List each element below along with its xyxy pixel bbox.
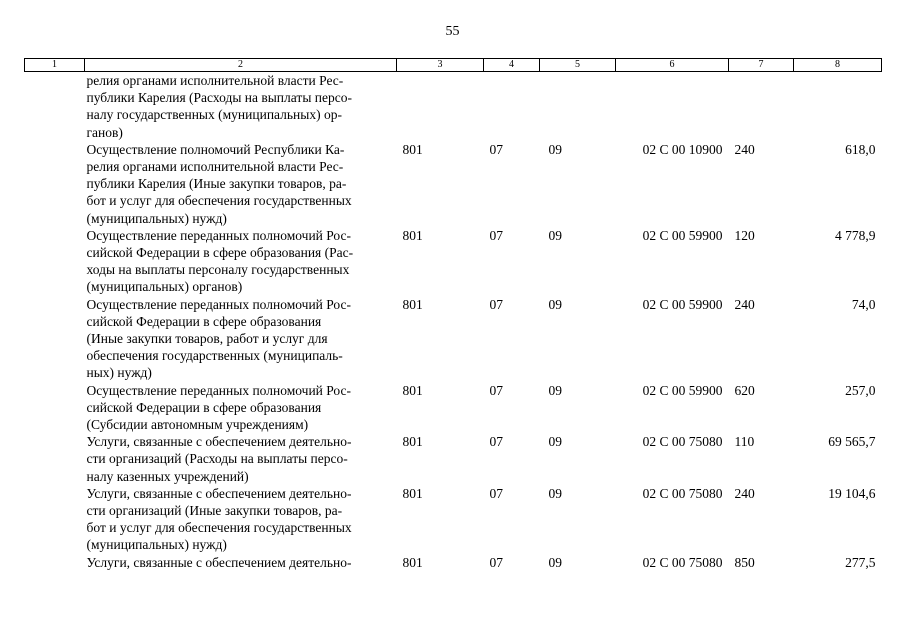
expense-name-line: (муниципальных) нужд): [86, 537, 227, 553]
subsection-code-cell: 09: [548, 227, 562, 243]
table-row: [25, 485, 882, 554]
row-number-cell: [25, 485, 85, 554]
column-header: 7: [729, 59, 794, 72]
row-number-cell: [25, 141, 85, 227]
expense-name-cell: [85, 485, 397, 554]
expense-name-line: сийской Федерации в сфере образования (Рас-: [86, 245, 354, 261]
expense-name-line: налу государственных (муниципальных) ор-: [86, 107, 342, 123]
subsection-code-cell: 09: [548, 485, 562, 501]
expense-name-line: Осуществление полномочий Республики Ка-: [86, 141, 345, 157]
expense-name-cell: [85, 227, 397, 296]
target-article-cell: 02 С 00 59900: [642, 227, 723, 243]
target-article-cell: 02 С 00 59900: [642, 296, 723, 312]
column-header: 2: [85, 59, 397, 72]
row-number-cell: [25, 433, 85, 485]
page-number: 55: [445, 24, 460, 39]
subsection-code-cell: 09: [548, 554, 562, 570]
table-row: [25, 382, 882, 434]
expense-name-line: релия органами исполнительной власти Рес-: [86, 159, 344, 175]
subsection-code-cell: 09: [548, 434, 562, 450]
expense-name-line: обеспечения государственных (муниципаль-: [86, 348, 343, 364]
expense-name-cell: [85, 296, 397, 382]
target-article-cell: 02 С 00 75080: [642, 554, 723, 570]
amount-cell: 19 104,6: [828, 485, 876, 501]
admin-code-cell: 801: [402, 434, 423, 450]
subsection-code-cell: 09: [548, 296, 562, 312]
amount-cell: 69 565,7: [828, 434, 876, 450]
target-article-cell: 02 С 00 10900: [642, 141, 723, 157]
budget-table: [24, 58, 882, 571]
expense-name-line: Осуществление переданных полномочий Рос-: [86, 296, 352, 312]
column-header: 4: [484, 59, 540, 72]
expense-type-cell: 850: [734, 554, 755, 570]
amount-cell: 277,5: [845, 554, 876, 570]
expense-name-line: Услуги, связанные с обеспечением деятельно-: [86, 434, 352, 450]
expense-type-cell: [729, 72, 794, 141]
table-row: [25, 141, 882, 227]
admin-code-cell: [397, 72, 484, 141]
table-row: [25, 433, 882, 485]
section-code-cell: 07: [489, 227, 503, 243]
section-code-cell: 07: [489, 382, 503, 398]
table-row: [25, 296, 882, 382]
column-number-row: [25, 59, 882, 72]
column-header: 8: [794, 59, 882, 72]
expense-name-line: (муниципальных) нужд): [86, 210, 227, 226]
admin-code-cell: 801: [402, 141, 423, 157]
expense-name-line: публики Карелия (Расходы на выплаты персо-: [86, 90, 352, 106]
expense-name-cell: [85, 554, 397, 571]
amount-cell: 618,0: [845, 141, 876, 157]
section-code-cell: 07: [489, 485, 503, 501]
expense-name-line: релия органами исполнительной власти Рес-: [86, 73, 344, 88]
expense-name-line: ходы на выплаты персоналу государственных: [86, 262, 350, 278]
expense-name-line: сти организаций (Расходы на выплаты персо-: [86, 451, 348, 467]
table-body: [25, 72, 882, 571]
expense-name-line: Осуществление переданных полномочий Рос-: [86, 382, 352, 398]
expense-name-line: ганов): [86, 124, 123, 140]
expense-name-line: налу казенных учреждений): [86, 468, 249, 484]
admin-code-cell: 801: [402, 382, 423, 398]
section-code-cell: 07: [489, 141, 503, 157]
row-number-cell: [25, 382, 85, 434]
expense-name-line: Услуги, связанные с обеспечением деятельно-: [86, 554, 352, 570]
admin-code-cell: 801: [402, 554, 423, 570]
expense-type-cell: 620: [734, 382, 755, 398]
expense-name-line: бот и услуг для обеспечения государственных: [86, 520, 352, 536]
table-row: [25, 72, 882, 141]
subsection-code-cell: [540, 72, 616, 141]
column-header: 6: [616, 59, 729, 72]
target-article-cell: 02 С 00 75080: [642, 485, 723, 501]
expense-type-cell: 240: [734, 485, 755, 501]
subsection-code-cell: 09: [548, 382, 562, 398]
row-number-cell: [25, 72, 85, 141]
amount-cell: 4 778,9: [835, 227, 876, 243]
target-article-cell: 02 С 00 75080: [642, 434, 723, 450]
expense-name-line: Осуществление переданных полномочий Рос-: [86, 227, 352, 243]
expense-name-line: (Иные закупки товаров, работ и услуг для: [86, 331, 328, 347]
section-code-cell: 07: [489, 434, 503, 450]
expense-name-line: Услуги, связанные с обеспечением деятельно-: [86, 485, 352, 501]
expense-name-cell: [85, 382, 397, 434]
amount-cell: 257,0: [845, 382, 876, 398]
expense-name-line: публики Карелия (Иные закупки товаров, ра-: [86, 176, 347, 192]
expense-name-cell: [85, 433, 397, 485]
section-code-cell: [484, 72, 540, 141]
amount-cell: [794, 72, 882, 141]
expense-name-line: сийской Федерации в сфере образования: [86, 313, 322, 329]
target-article-cell: 02 С 00 59900: [642, 382, 723, 398]
row-number-cell: [25, 227, 85, 296]
column-header: 1: [25, 59, 85, 72]
subsection-code-cell: 09: [548, 141, 562, 157]
expense-type-cell: 110: [734, 434, 755, 450]
section-code-cell: 07: [489, 296, 503, 312]
target-article-cell: [616, 72, 729, 141]
expense-name-line: (Субсидии автономным учреждениям): [86, 417, 309, 433]
column-header: 5: [540, 59, 616, 72]
expense-name-cell: [85, 72, 397, 141]
expense-name-line: ных) нужд): [86, 365, 152, 381]
expense-type-cell: 240: [734, 296, 755, 312]
amount-cell: 74,0: [851, 296, 876, 312]
expense-name-line: сийской Федерации в сфере образования: [86, 399, 322, 415]
expense-type-cell: 120: [734, 227, 755, 243]
table-row: [25, 227, 882, 296]
admin-code-cell: 801: [402, 296, 423, 312]
expense-name-line: бот и услуг для обеспечения государственных: [86, 193, 352, 209]
section-code-cell: 07: [489, 554, 503, 570]
expense-name-cell: [85, 141, 397, 227]
expense-name-line: (муниципальных) органов): [86, 279, 243, 295]
admin-code-cell: 801: [402, 485, 423, 501]
expense-name-line: сти организаций (Иные закупки товаров, ра-: [86, 503, 343, 519]
row-number-cell: [25, 296, 85, 382]
column-header: 3: [397, 59, 484, 72]
table-row: [25, 554, 882, 571]
expense-type-cell: 240: [734, 141, 755, 157]
row-number-cell: [25, 554, 85, 571]
admin-code-cell: 801: [402, 227, 423, 243]
